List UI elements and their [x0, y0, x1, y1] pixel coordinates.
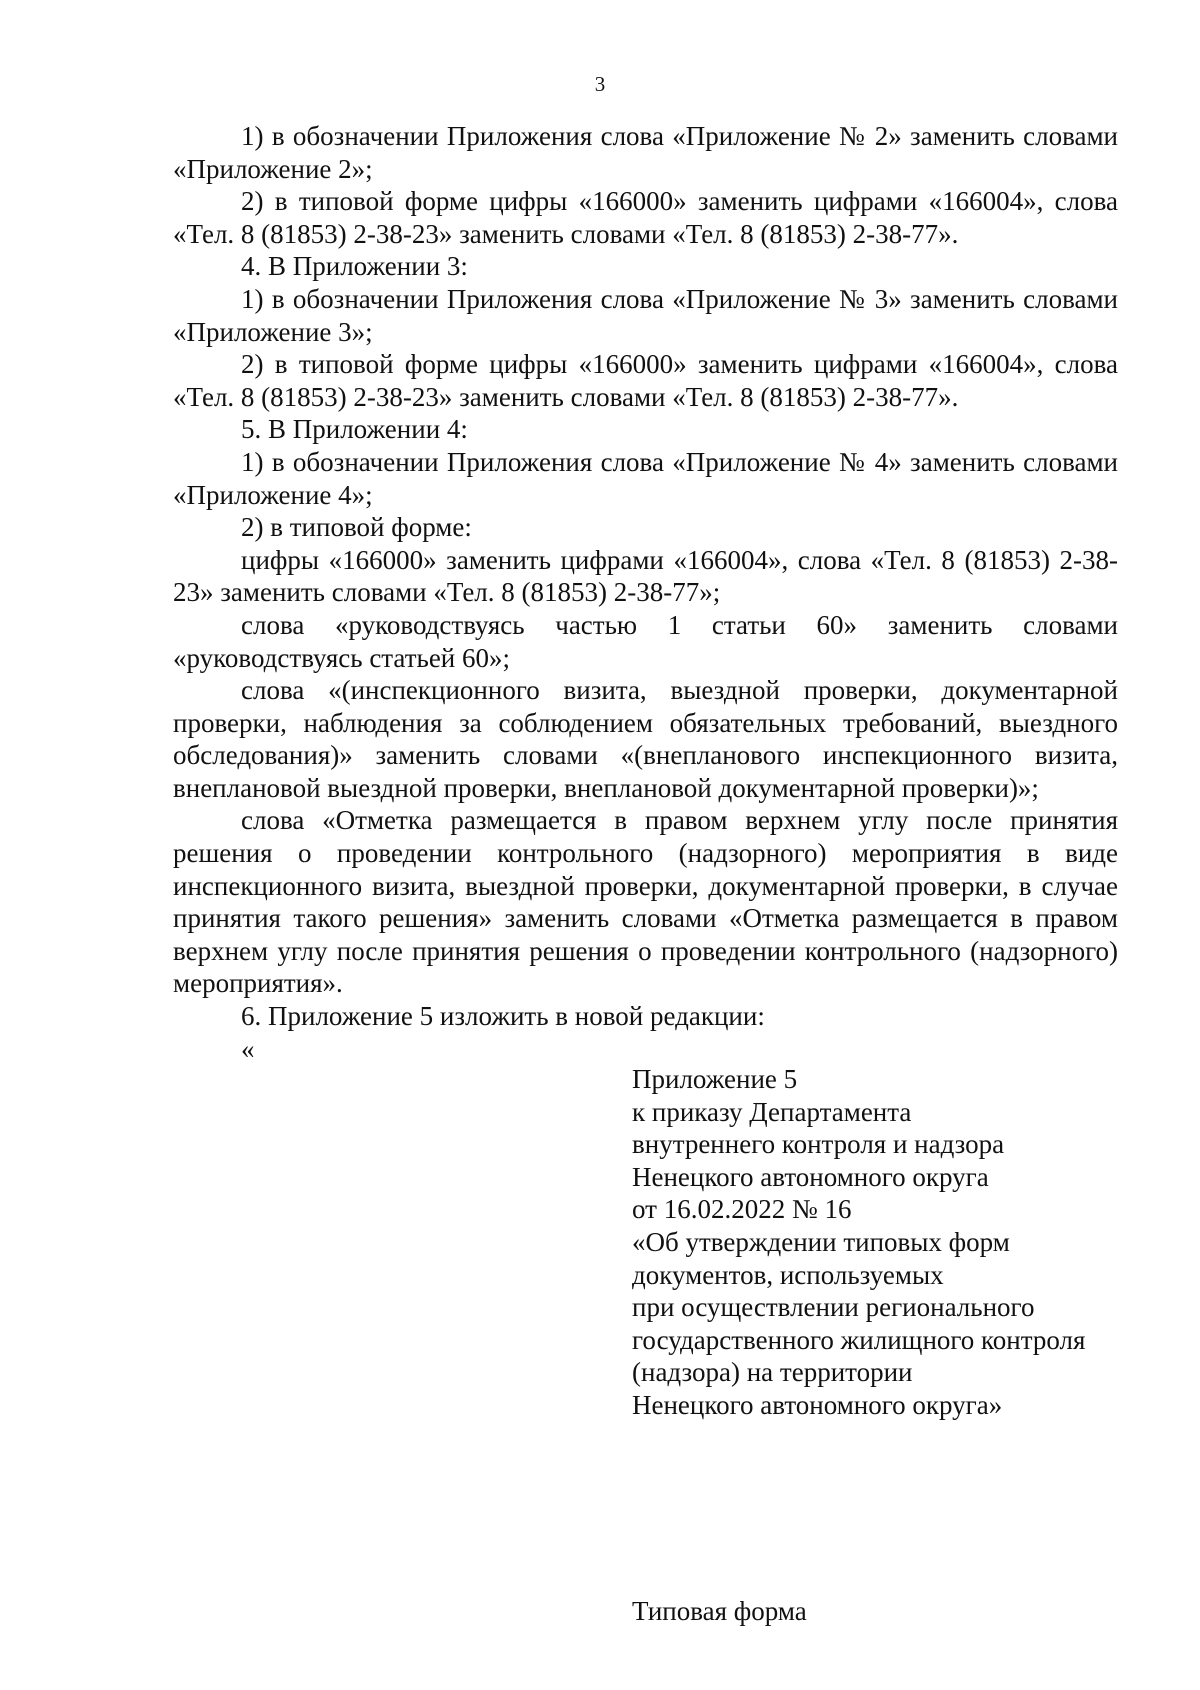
appendix-note-line: государственного жилищного контроля [632, 1324, 1086, 1355]
appendix-note-line: от 16.02.2022 № 16 [632, 1194, 852, 1225]
paragraph: слова «руководствуясь частью 1 статьи 60» заменить словами «руководствуясь статьей 60»; [173, 609, 1118, 673]
appendix-note-line: «Об утверждении типовых форм [632, 1226, 1010, 1257]
form-type-label: Типовая форма [632, 1596, 807, 1626]
paragraph: цифры «166000» заменить цифрами «166004», слова «Тел. 8 (81853) 2-38-23» заменить словами «Тел. 8 (81853) 2-38-77»; [173, 544, 1118, 608]
section-heading: 5. В Приложении 4: [241, 414, 468, 445]
appendix-note-line: Ненецкого автономного округа [632, 1161, 989, 1192]
appendix-note-line: документов, используемых [632, 1259, 944, 1290]
page-number: 3 [594, 72, 606, 96]
appendix-note-line: к приказу Департамента [632, 1096, 912, 1127]
paragraph: 1) в обозначении Приложения слова «Приложение № 2» заменить словами «Приложение 2»; [173, 121, 1118, 184]
section-heading: 4. В Приложении 3: [241, 251, 468, 282]
paragraph: 2) в типовой форме цифры «166000» заменить цифрами «166004», слова «Тел. 8 (81853) 2-38-23» заменить словами «Тел. 8 (81853) 2-38-77». [173, 186, 1118, 249]
appendix-note-line: (надзора) на территории [632, 1357, 913, 1388]
paragraph: 1) в обозначении Приложения слова «Приложение № 4» заменить словами «Приложение 4»; [173, 446, 1118, 510]
appendix-header-note [632, 1063, 1132, 1422]
appendix-note-line: Ненецкого автономного округа» [632, 1389, 1003, 1420]
paragraph: 1) в обозначении Приложения слова «Приложение № 3» заменить словами «Приложение 3»; [173, 283, 1118, 347]
paragraph: 2) в типовой форме цифры «166000» заменить цифрами «166004», слова «Тел. 8 (81853) 2-38-23» заменить словами «Тел. 8 (81853) 2-38-77». [173, 349, 1118, 412]
appendix-note-line: Приложение 5 [632, 1064, 798, 1094]
paragraph: 6. Приложение 5 изложить в новой редакции: [241, 1001, 765, 1032]
paragraph: 2) в типовой форме: [241, 512, 472, 543]
appendix-note-line: внутреннего контроля и надзора [632, 1129, 1005, 1160]
paragraph: слова «Отметка размещается в правом верхнем углу после принятия решения о проведении контрольного (надзорного) мероприятия в виде инспекционного визита, выездной проверки, документарной проверки, в случае принятия такого решения» заменить словами «Отметка размещается в правом верхнем углу после принятия решения о проведении контрольного (надзорного) мероприятия». [173, 805, 1118, 999]
paragraph: слова «(инспекционного визита, выездной проверки, документарной проверки, наблюдения за соблюдением обязательных требований, выездного обследования)» заменить словами «(внепланового инспекционного визита, внеплановой выездной проверки, внеплановой документарной проверки)»; [173, 675, 1118, 803]
appendix-note-line: при осуществлении регионального [632, 1292, 1035, 1323]
opening-quote-mark: « [241, 1033, 255, 1064]
document-body [173, 120, 1118, 1065]
